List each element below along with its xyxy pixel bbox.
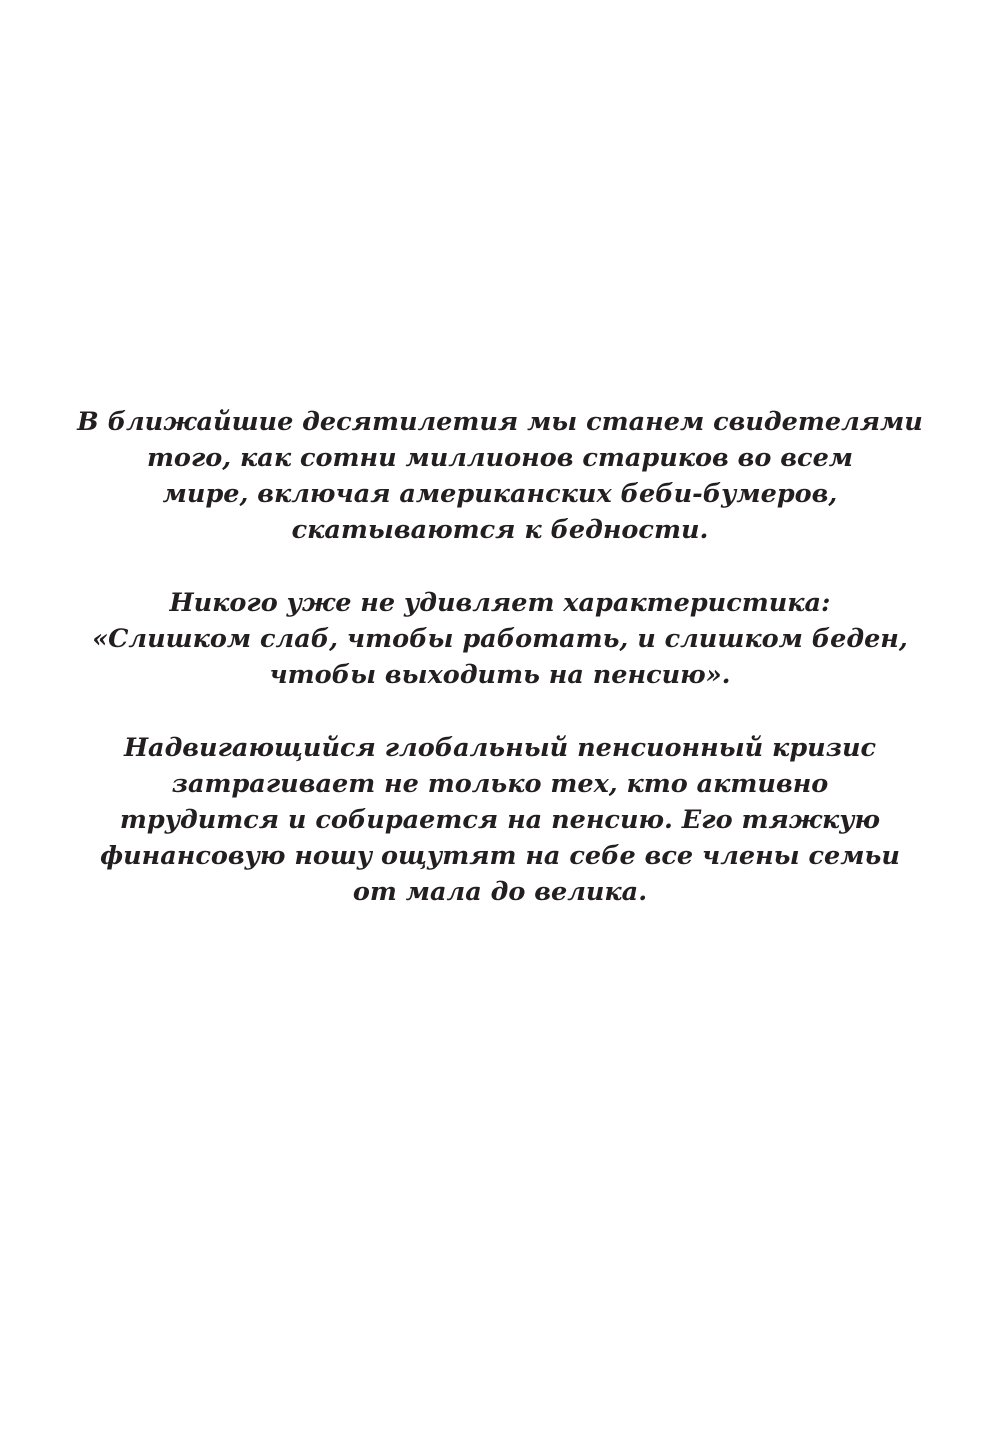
epigraph-text-block: [0, 404, 1000, 947]
paragraph-line: скатываются к бедности.: [291, 515, 709, 545]
paragraph-line: Никого уже не удивляет характеристика:: [169, 588, 831, 618]
paragraph-2: [0, 585, 1000, 693]
paragraph-line: В ближайшие десятилетия мы станем свидетелями: [77, 407, 923, 437]
paragraph-line: «Слишком слаб, чтобы работать, и слишком беден,: [92, 624, 908, 654]
paragraph-line: трудится и собирается на пенсию. Его тяжкую: [119, 805, 881, 835]
paragraph-line: того, как сотни миллионов стариков во всем: [146, 443, 854, 473]
paragraph-3: [0, 730, 1000, 910]
paragraph-line: затрагивает не только тех, кто активно: [171, 769, 829, 799]
paragraph-line: финансовую ношу ощутят на себе все члены семьи: [100, 841, 900, 871]
paragraph-line: от мала до велика.: [352, 877, 648, 907]
paragraph-1: [0, 404, 1000, 548]
paragraph-line: чтобы выходить на пенсию».: [269, 660, 731, 690]
paragraph-line: мире, включая американских беби-бумеров,: [162, 479, 838, 509]
paragraph-line: Надвигающийся глобальный пенсионный кризис: [123, 733, 877, 763]
